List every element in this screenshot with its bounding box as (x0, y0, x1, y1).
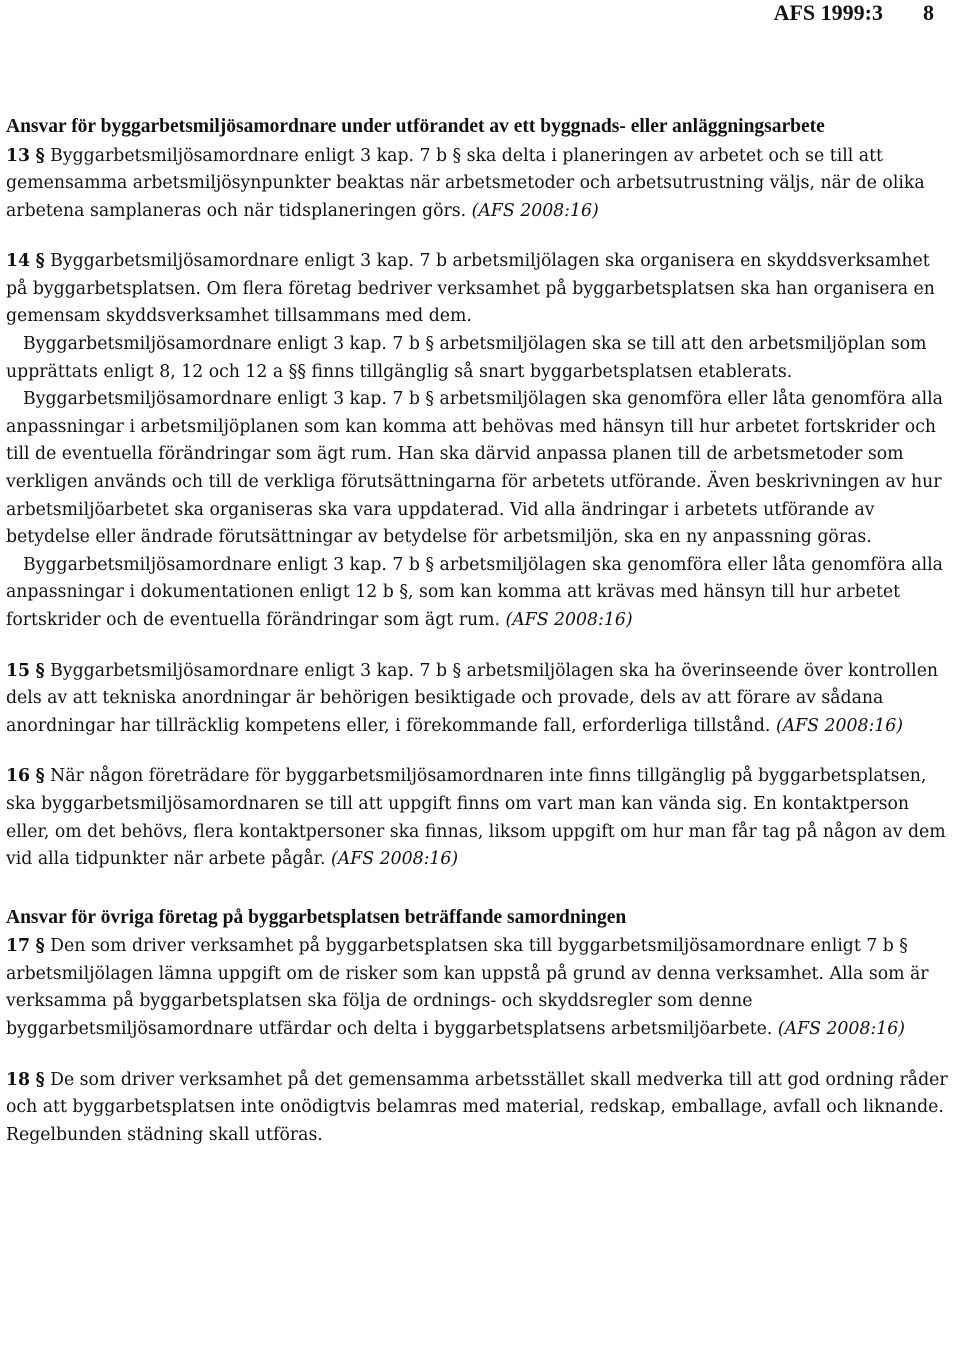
section-symbol: § (35, 660, 45, 681)
document-body (6, 113, 956, 1149)
reference: (AFS 2008:16) (775, 715, 904, 736)
section-symbol: § (35, 1069, 45, 1090)
paragraph-text: Byggarbetsmiljösamordnare enligt 3 kap. 7 b § arbetsmiljölagen ska genomföra eller låta genomföra alla anpassningar i dokumentationen enligt 12 b §, som kan komma att krävas med hänsyn till hur arbetet fortskrider och de eventuella förändringar som ägt rum. (6, 554, 943, 630)
section-heading-ovriga-foretag: Ansvar för övriga företag på byggarbetsplatsen beträffande samordningen (6, 906, 627, 928)
paragraph-14 (6, 248, 956, 331)
section-symbol: § (35, 251, 45, 272)
section-symbol: § (35, 766, 45, 787)
paragraph-17 (6, 933, 956, 1043)
reference: (AFS 2008:16) (505, 610, 633, 630)
paragraph-number: 14 (6, 251, 31, 272)
paragraph-number: 18 (6, 1069, 31, 1090)
paragraph-text: Byggarbetsmiljösamordnare enligt 3 kap. 7 b § arbetsmiljölagen ska ha överinseende över kontrollen dels av att tekniska anordningar är behörigen besiktigade och provade, dels av att förare av sådana anordningar har tillräcklig kompetens eller, i förekommande fall, erforderliga tillstånd. (6, 660, 939, 736)
paragraph-14-part-2: Byggarbetsmiljösamordnare enligt 3 kap. 7 b § arbetsmiljölagen ska se till att den arbetsmiljöplan som upprättats enligt 8, 12 och 12 a §§ finns tillgänglig så snart byggarbetsplatsen etablerats. (6, 334, 927, 382)
reference: (AFS 2008:16) (331, 849, 459, 870)
paragraph-text: Den som driver verksamhet på byggarbetsplatsen ska till byggarbetsmiljösamordnare enligt 7 b § arbetsmiljölagen lämna uppgift om de risker som kan uppstå på grund av denna verksamhet. Alla som är verksamma på byggarbetsplatsen ska följa de ordnings- och skyddsregler som denne byggarbetsmiljösamordnare utfärdar och delta i byggarbetsplatsens arbetsmiljöarbete. (6, 936, 929, 1040)
paragraph-number: 17 (6, 936, 31, 957)
page-header (774, 0, 934, 26)
paragraph-number: 13 (6, 145, 31, 166)
reference: (AFS 2008:16) (471, 200, 599, 221)
paragraph-16 (6, 763, 956, 873)
section-symbol: § (35, 145, 45, 166)
paragraph-number: 16 (6, 766, 31, 787)
paragraph-13 (6, 143, 956, 226)
paragraph-number: 15 (6, 660, 31, 681)
paragraph-14-part-3: Byggarbetsmiljösamordnare enligt 3 kap. 7 b § arbetsmiljölagen ska genomföra eller låta genomföra alla anpassningar i arbetsmiljöplanen som kan komma att behövas med hänsyn till hur arbetet fortskrider och till de eventuella förändringar som ägt rum. Han ska därvid anpassa planen till de arbetsmetoder som verkligen används och till de verkliga förutsättningarna för arbetets utförande. Även beskrivningen av hur arbetsmiljöarbetet ska organiseras ska vara uppdaterad. Vid alla ändringar i arbetets utförande av betydelse eller ändrade förutsättningar av betydelse för arbetsmiljön, ska en ny anpassning göras. (6, 389, 943, 548)
paragraph-text: Byggarbetsmiljösamordnare enligt 3 kap. 7 b arbetsmiljölagen ska organisera en skyddsverksamhet på byggarbetsplatsen. Om flera företag bedriver verksamhet på byggarbetsplatsen ska han organisera en gemensam skyddsverksamhet tillsammans med dem. (6, 251, 935, 327)
paragraph-18 (6, 1067, 956, 1150)
paragraph-text: De som driver verksamhet på det gemensamma arbetsstället skall medverka till att god ordning råder och att byggarbetsplatsen inte onödigtvis belamras med material, redskap, emballage, avfall och liknande. Regelbunden städning skall utföras. (6, 1069, 948, 1145)
paragraph-text: När någon företrädare för byggarbetsmiljösamordnaren inte finns tillgänglig på byggarbetsplatsen, ska byggarbetsmiljösamordnaren se till att uppgift finns om vart man kan vända sig. En kontaktperson eller, om det behövs, flera kontaktpersoner ska finnas, liksom uppgift om hur man får tag på någon av dem vid alla tidpunkter när arbete pågår. (6, 766, 946, 870)
document-id: AFS 1999:3 (773, 0, 883, 25)
page-number: 8 (923, 0, 934, 25)
reference: (AFS 2008:16) (777, 1019, 905, 1040)
paragraph-text: Byggarbetsmiljösamordnare enligt 3 kap. 7 b § ska delta i planeringen av arbetet och se till att gemensamma arbetsmiljösynpunkter beaktas när arbetsmetoder och arbetsutrustning väljs, när de olika arbetena samplaneras och när tidsplaneringen görs. (6, 145, 925, 221)
section-heading-samordnare: Ansvar för byggarbetsmiljösamordnare under utförandet av ett byggnads- eller anläggningsarbete (6, 116, 825, 137)
paragraph-14-part-4 (6, 552, 956, 635)
section-symbol: § (35, 936, 45, 957)
paragraph-15 (6, 658, 956, 741)
